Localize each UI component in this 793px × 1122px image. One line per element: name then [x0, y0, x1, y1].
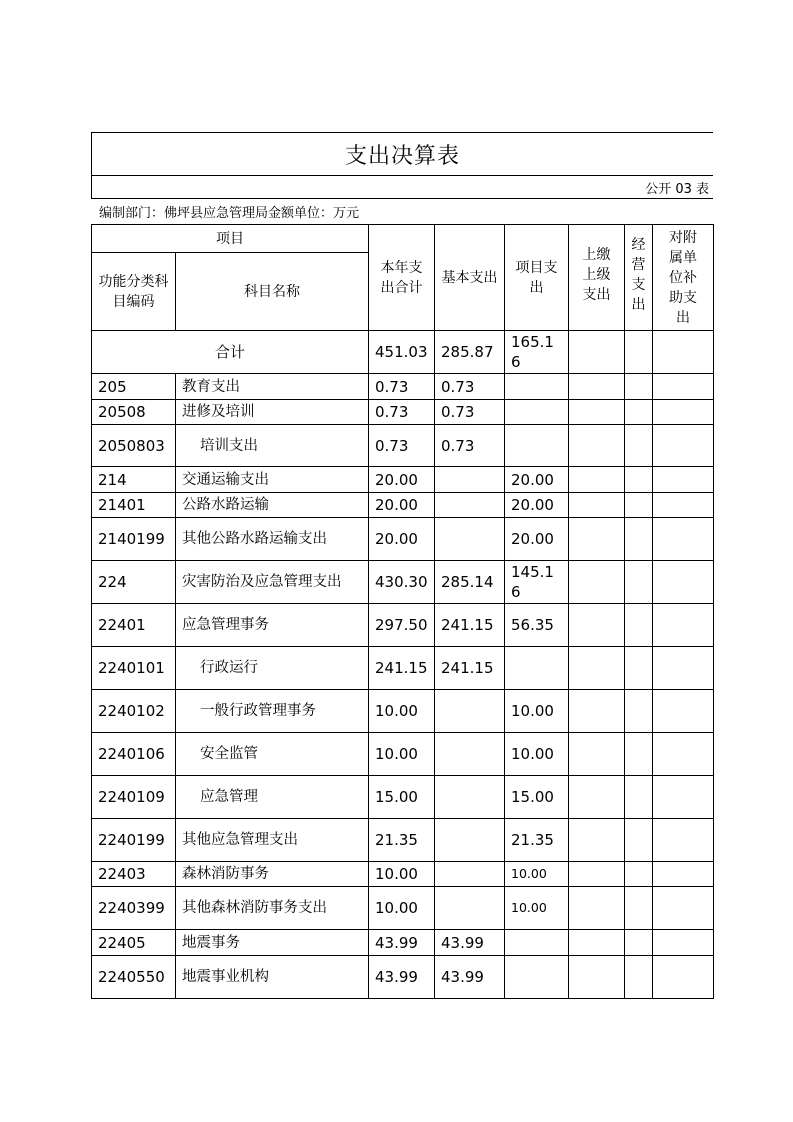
total-upper [569, 331, 625, 374]
row-subsidy [653, 647, 714, 690]
row-subsidy [653, 862, 714, 887]
total-project: 165.16 [505, 331, 569, 374]
row-name: 进修及培训 [176, 400, 369, 425]
title-row [91, 132, 713, 175]
row-project [505, 400, 569, 425]
row-subsidy [653, 690, 714, 733]
row-total: 10.00 [369, 733, 435, 776]
header-subsidy-text: 对附属单位补助支出 [669, 229, 697, 326]
row-subsidy [653, 776, 714, 819]
row-upper [569, 604, 625, 647]
table-row [92, 862, 714, 887]
row-project: 56.35 [505, 604, 569, 647]
row-total: 43.99 [369, 956, 435, 999]
row-total: 15.00 [369, 776, 435, 819]
row-project: 20.00 [505, 493, 569, 518]
row-total: 10.00 [369, 862, 435, 887]
row-total: 43.99 [369, 930, 435, 956]
row-business [625, 776, 653, 819]
row-business [625, 604, 653, 647]
row-basic [435, 493, 505, 518]
row-business [625, 374, 653, 400]
header-project: 项目 [92, 225, 369, 253]
row-upper [569, 400, 625, 425]
row-project [505, 930, 569, 956]
row-subsidy [653, 956, 714, 999]
table-row [92, 647, 714, 690]
row-total: 10.00 [369, 690, 435, 733]
header-project-expense [505, 225, 569, 331]
row-subsidy [653, 374, 714, 400]
header-total [369, 225, 435, 331]
table-row [92, 400, 714, 425]
table-row [92, 776, 714, 819]
row-name: 公路水路运输 [176, 493, 369, 518]
row-code: 2240101 [92, 647, 176, 690]
row-name: 交通运输支出 [176, 467, 369, 493]
table-number: 公开 03 表 [645, 181, 709, 197]
row-code: 2240109 [92, 776, 176, 819]
header-basic-text: 基本支出 [441, 269, 498, 286]
row-upper [569, 647, 625, 690]
row-basic: 285.14 [435, 561, 505, 604]
row-project: 145.16 [505, 561, 569, 604]
department-line: 编制部门：佛坪县应急管理局金额单位：万元 [99, 206, 360, 221]
row-name: 其他应急管理支出 [176, 819, 369, 862]
expenditure-sheet [91, 132, 713, 999]
row-subsidy [653, 930, 714, 956]
row-name: 应急管理事务 [176, 604, 369, 647]
total-row [92, 331, 714, 374]
expenditure-table [91, 224, 714, 999]
row-total: 0.73 [369, 425, 435, 467]
row-basic [435, 467, 505, 493]
header-business-text: 经营支出 [631, 237, 646, 313]
row-total: 241.15 [369, 647, 435, 690]
row-name: 教育支出 [176, 374, 369, 400]
row-upper [569, 690, 625, 733]
row-total: 0.73 [369, 374, 435, 400]
header-upper [569, 225, 625, 331]
row-business [625, 425, 653, 467]
table-row [92, 374, 714, 400]
table-row [92, 733, 714, 776]
header-upper-text: 上缴上级支出 [582, 247, 611, 303]
row-basic [435, 776, 505, 819]
table-row [92, 887, 714, 930]
header-subsidy [653, 225, 714, 331]
header-business [625, 225, 653, 331]
row-project [505, 647, 569, 690]
row-upper [569, 493, 625, 518]
row-basic: 241.15 [435, 604, 505, 647]
row-name: 其他公路水路运输支出 [176, 518, 369, 561]
row-project [505, 374, 569, 400]
header-total-text: 本年支出合计 [380, 259, 423, 296]
row-upper [569, 956, 625, 999]
total-label: 合计 [92, 331, 369, 374]
row-upper [569, 733, 625, 776]
row-business [625, 561, 653, 604]
row-code: 22403 [92, 862, 176, 887]
row-total: 10.00 [369, 887, 435, 930]
row-basic [435, 690, 505, 733]
row-upper [569, 776, 625, 819]
row-code: 2240199 [92, 819, 176, 862]
row-total: 297.50 [369, 604, 435, 647]
row-name: 地震事业机构 [176, 956, 369, 999]
row-code: 224 [92, 561, 176, 604]
row-total: 20.00 [369, 518, 435, 561]
header-row-1 [92, 225, 714, 253]
row-basic [435, 518, 505, 561]
row-basic [435, 887, 505, 930]
department-row [91, 199, 713, 224]
row-business [625, 956, 653, 999]
row-code: 2240106 [92, 733, 176, 776]
row-project: 20.00 [505, 518, 569, 561]
row-name: 行政运行 [176, 647, 369, 690]
row-name: 培训支出 [176, 425, 369, 467]
header-code [92, 253, 176, 331]
row-basic: 241.15 [435, 647, 505, 690]
row-project [505, 956, 569, 999]
table-row [92, 956, 714, 999]
row-code: 2140199 [92, 518, 176, 561]
row-subsidy [653, 400, 714, 425]
row-upper [569, 467, 625, 493]
row-business [625, 647, 653, 690]
row-name: 地震事务 [176, 930, 369, 956]
row-name: 其他森林消防事务支出 [176, 887, 369, 930]
row-subsidy [653, 493, 714, 518]
row-name: 一般行政管理事务 [176, 690, 369, 733]
table-row [92, 493, 714, 518]
row-project: 20.00 [505, 467, 569, 493]
row-subsidy [653, 887, 714, 930]
table-row [92, 604, 714, 647]
row-name: 森林消防事务 [176, 862, 369, 887]
row-code: 2240102 [92, 690, 176, 733]
header-project-expense-text: 项目支出 [515, 259, 558, 296]
total-amount: 451.03 [369, 331, 435, 374]
row-business [625, 819, 653, 862]
row-basic: 0.73 [435, 425, 505, 467]
row-code: 2240399 [92, 887, 176, 930]
row-code: 21401 [92, 493, 176, 518]
header-code-text: 功能分类科目编码 [98, 273, 169, 310]
row-basic: 43.99 [435, 930, 505, 956]
table-row [92, 819, 714, 862]
row-upper [569, 561, 625, 604]
row-total: 20.00 [369, 467, 435, 493]
row-code: 2240550 [92, 956, 176, 999]
row-subsidy [653, 518, 714, 561]
row-basic: 43.99 [435, 956, 505, 999]
row-total: 430.30 [369, 561, 435, 604]
row-project: 10.00 [505, 733, 569, 776]
row-total: 20.00 [369, 493, 435, 518]
row-code: 22405 [92, 930, 176, 956]
row-subsidy [653, 604, 714, 647]
table-row [92, 561, 714, 604]
row-project: 15.00 [505, 776, 569, 819]
row-code: 22401 [92, 604, 176, 647]
row-upper [569, 374, 625, 400]
row-basic: 0.73 [435, 374, 505, 400]
row-business [625, 467, 653, 493]
row-total: 0.73 [369, 400, 435, 425]
table-row [92, 930, 714, 956]
row-name: 灾害防治及应急管理支出 [176, 561, 369, 604]
row-upper [569, 518, 625, 561]
row-business [625, 733, 653, 776]
row-code: 214 [92, 467, 176, 493]
row-upper [569, 862, 625, 887]
row-project: 21.35 [505, 819, 569, 862]
table-row [92, 425, 714, 467]
row-subsidy [653, 467, 714, 493]
row-subsidy [653, 819, 714, 862]
row-business [625, 862, 653, 887]
row-name: 安全监管 [176, 733, 369, 776]
header-name: 科目名称 [176, 253, 369, 331]
row-code: 2050803 [92, 425, 176, 467]
header-basic [435, 225, 505, 331]
table-row [92, 467, 714, 493]
row-subsidy [653, 425, 714, 467]
row-total: 21.35 [369, 819, 435, 862]
table-row [92, 518, 714, 561]
row-business [625, 518, 653, 561]
row-code: 205 [92, 374, 176, 400]
row-name: 应急管理 [176, 776, 369, 819]
row-code: 20508 [92, 400, 176, 425]
row-subsidy [653, 733, 714, 776]
row-project [505, 425, 569, 467]
row-project: 10.00 [505, 862, 569, 887]
row-upper [569, 819, 625, 862]
row-upper [569, 887, 625, 930]
row-business [625, 887, 653, 930]
row-basic [435, 733, 505, 776]
row-subsidy [653, 561, 714, 604]
row-basic: 0.73 [435, 400, 505, 425]
row-business [625, 930, 653, 956]
row-business [625, 400, 653, 425]
total-business [625, 331, 653, 374]
row-upper [569, 425, 625, 467]
row-basic [435, 862, 505, 887]
table-number-row [91, 175, 713, 199]
total-basic: 285.87 [435, 331, 505, 374]
page-title: 支出决算表 [344, 143, 460, 169]
row-business [625, 690, 653, 733]
total-subsidy [653, 331, 714, 374]
table-row [92, 690, 714, 733]
row-project: 10.00 [505, 690, 569, 733]
row-business [625, 493, 653, 518]
row-basic [435, 819, 505, 862]
row-upper [569, 930, 625, 956]
row-project: 10.00 [505, 887, 569, 930]
